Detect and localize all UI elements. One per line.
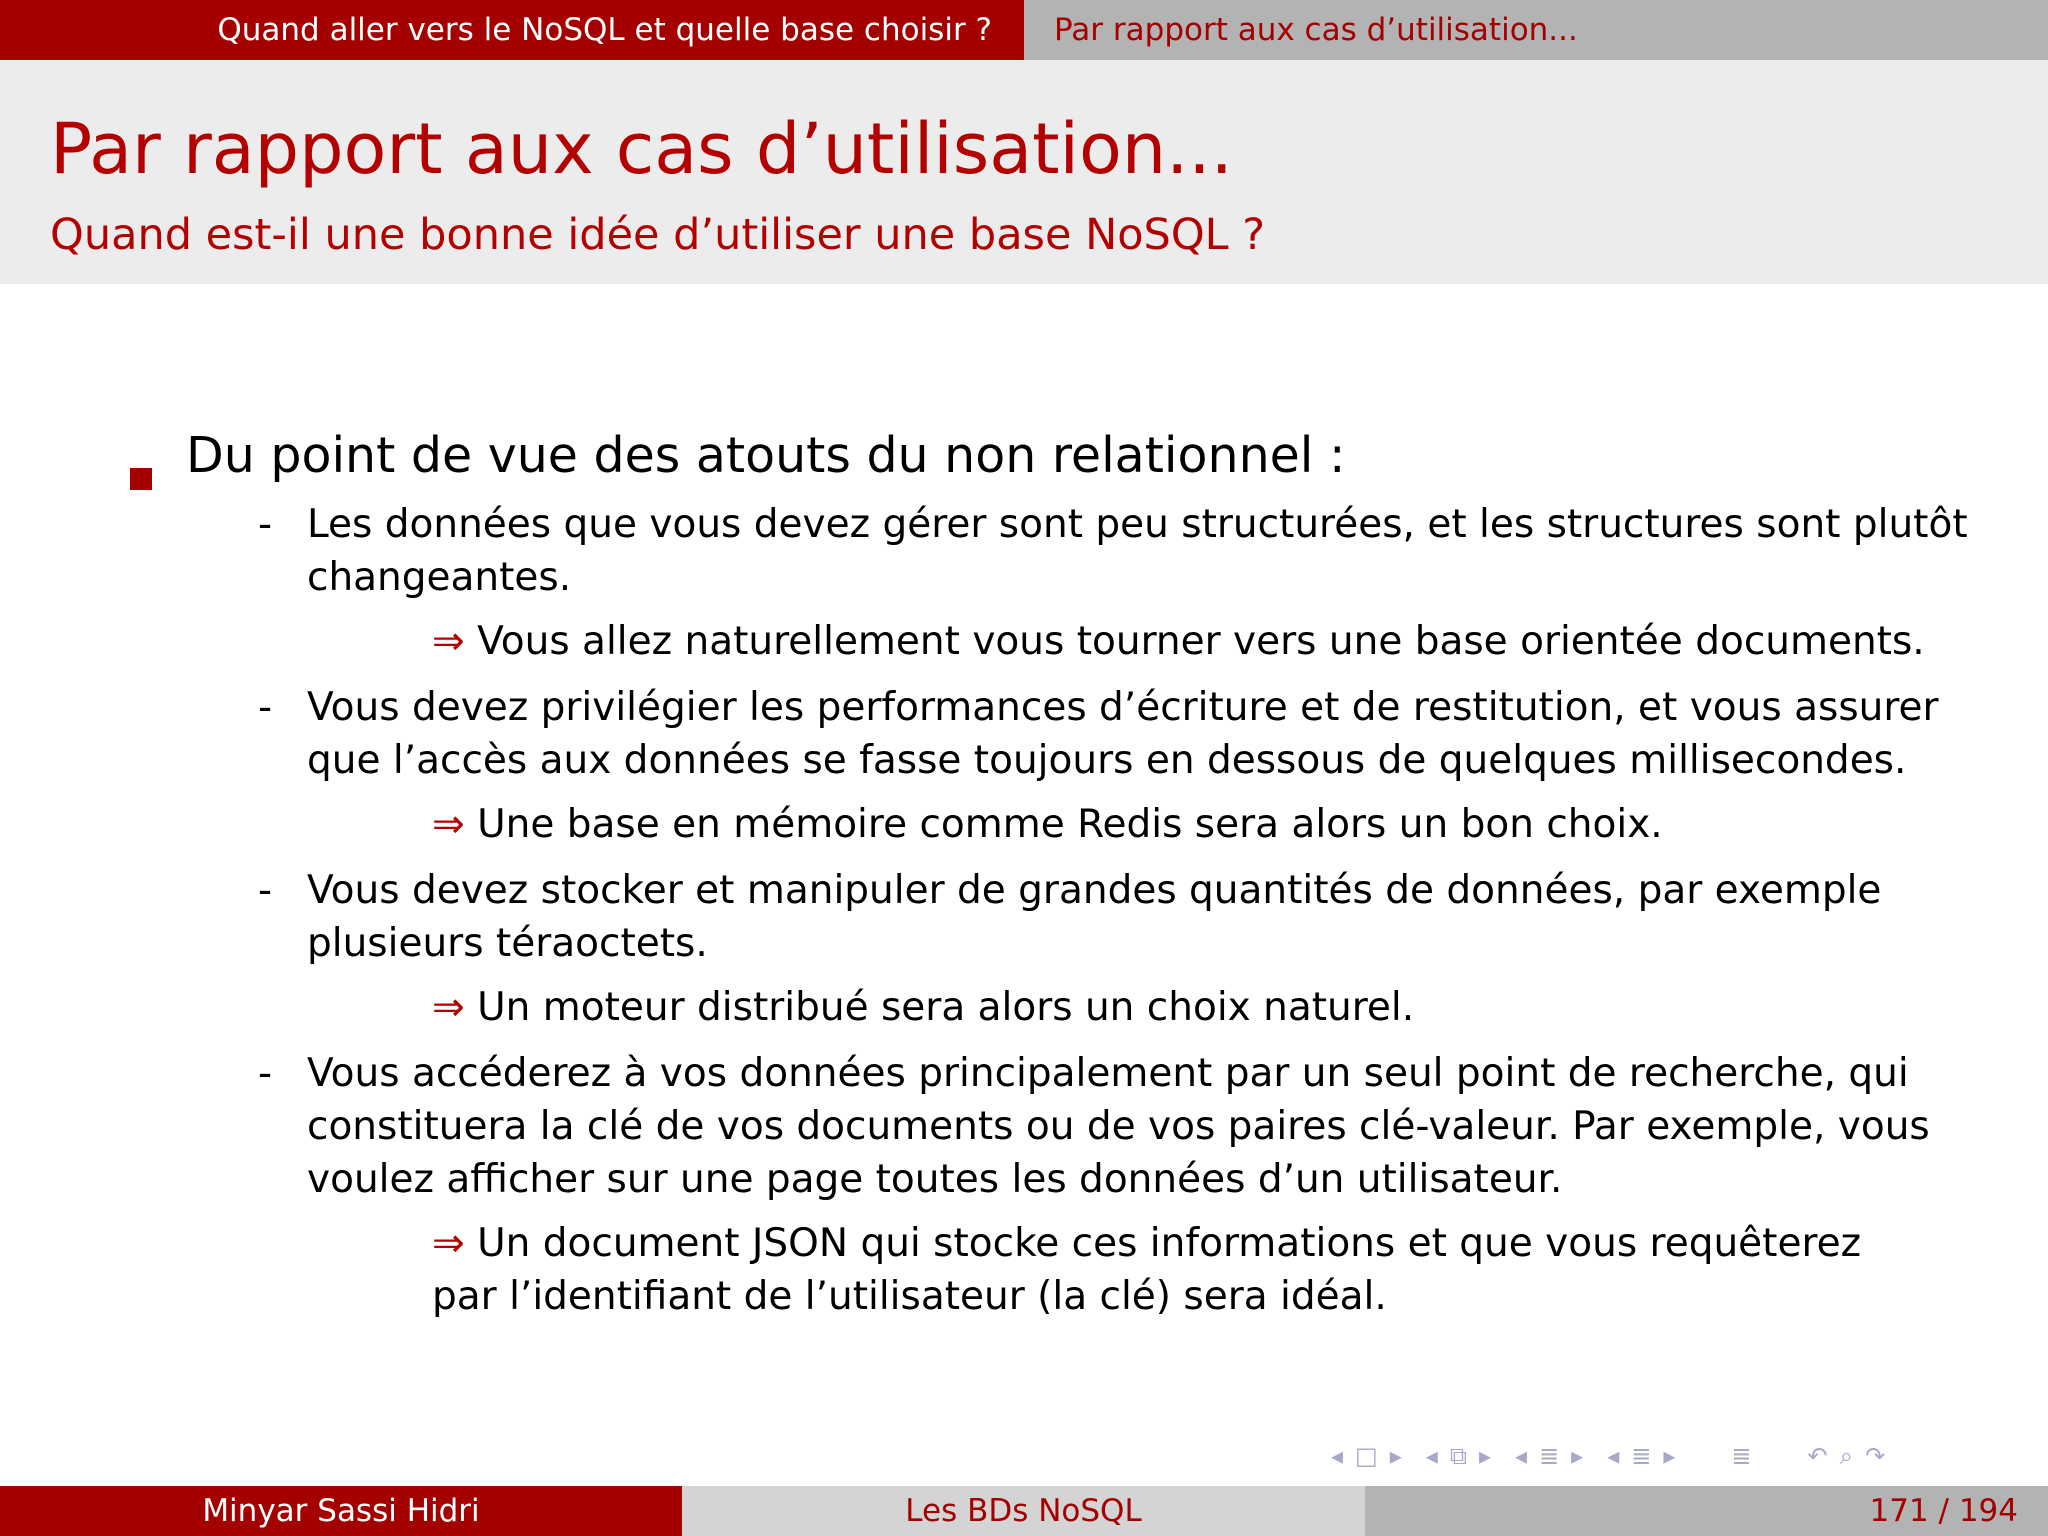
item-4-line-1: Vous accéderez à vos données principalement par un seul point de recherche, qui xyxy=(307,1051,1909,1096)
nav-prev-icon[interactable]: ◂ xyxy=(1607,1442,1620,1470)
item-4-line-3: voulez afficher sur une page toutes les données d’un utilisateur. xyxy=(307,1157,1563,1202)
footer-page-number: 171 / 194 xyxy=(1365,1486,2048,1536)
nav-prev-icon[interactable]: ◂ xyxy=(1331,1442,1344,1470)
header-section[interactable]: Quand aller vers le NoSQL et quelle base choisir ? xyxy=(0,0,1024,60)
main-point: Du point de vue des atouts du non relationnel : xyxy=(186,427,1346,484)
item-1-conclusion: ⇒ Vous allez naturellement vous tourner vers une base orientée documents. xyxy=(432,619,1925,664)
implies-arrow-icon: ⇒ xyxy=(432,802,465,847)
item-2-line-2: que l’accès aux données se fasse toujours en dessous de quelques millisecondes. xyxy=(307,738,1907,783)
header-subsection[interactable]: Par rapport aux cas d’utilisation... xyxy=(1024,0,2048,60)
item-1-line-2: changeantes. xyxy=(307,555,572,600)
section-icon[interactable]: ≣ xyxy=(1631,1442,1652,1470)
item-3-line-1: Vous devez stocker et manipuler de grandes quantités de données, par exemple xyxy=(307,868,1882,913)
item-4-line-2: constituera la clé de vos documents ou de vos paires clé-valeur. Par exemple, vous xyxy=(307,1104,1930,1149)
nav-next-icon[interactable]: ▸ xyxy=(1663,1442,1676,1470)
frame-title: Par rapport aux cas d’utilisation... xyxy=(50,108,1233,190)
item-2-conclusion: ⇒ Une base en mémoire comme Redis sera alors un bon choix. xyxy=(432,802,1663,847)
item-3-conclusion: ⇒ Un moteur distribué sera alors un choix naturel. xyxy=(432,985,1415,1030)
nav-next-icon[interactable]: ▸ xyxy=(1389,1442,1402,1470)
nav-next-icon[interactable]: ▸ xyxy=(1478,1442,1492,1470)
back-icon[interactable]: ↶ xyxy=(1807,1442,1828,1470)
nav-prev-icon[interactable]: ◂ xyxy=(1425,1442,1438,1470)
item-3-line-2: plusieurs téraoctets. xyxy=(307,921,708,966)
frame-title-block xyxy=(0,60,2048,284)
footer-title: Les BDs NoSQL xyxy=(682,1486,1365,1536)
forward-icon[interactable]: ↷ xyxy=(1865,1442,1886,1470)
dash-bullet: - xyxy=(258,1051,273,1096)
implies-arrow-icon: ⇒ xyxy=(432,985,465,1030)
footer-bar xyxy=(0,1486,2048,1536)
nav-prev-icon[interactable]: ◂ xyxy=(1515,1442,1528,1470)
frame-icon[interactable]: □ xyxy=(1355,1442,1378,1470)
footer-author: Minyar Sassi Hidri xyxy=(0,1486,682,1536)
nav-next-icon[interactable]: ▸ xyxy=(1571,1442,1584,1470)
dash-bullet: - xyxy=(258,868,273,913)
bullet-square-icon xyxy=(130,468,152,490)
subsection-icon[interactable]: ⧉ xyxy=(1449,1442,1467,1470)
item-4-conclusion-2: par l’identifiant de l’utilisateur (la clé) sera idéal. xyxy=(432,1274,1387,1319)
section-icon[interactable]: ≣ xyxy=(1539,1442,1560,1470)
beamer-navigation xyxy=(1325,1438,1891,1474)
dash-bullet: - xyxy=(258,685,273,730)
item-4-conclusion-1: ⇒ Un document JSON qui stocke ces informations et que vous requêterez xyxy=(432,1221,1862,1266)
implies-arrow-icon: ⇒ xyxy=(432,619,465,664)
header-bar xyxy=(0,0,2048,60)
item-1-line-1: Les données que vous devez gérer sont peu structurées, et les structures sont plutôt xyxy=(307,502,1968,547)
toc-icon[interactable]: ≣ xyxy=(1731,1442,1752,1470)
item-2-line-1: Vous devez privilégier les performances d’écriture et de restitution, et vous assurer xyxy=(307,685,1939,730)
search-icon[interactable]: ⌕ xyxy=(1839,1442,1854,1470)
dash-bullet: - xyxy=(258,502,273,547)
implies-arrow-icon: ⇒ xyxy=(432,1221,465,1266)
frame-subtitle: Quand est-il une bonne idée d’utiliser une base NoSQL ? xyxy=(50,210,1266,260)
